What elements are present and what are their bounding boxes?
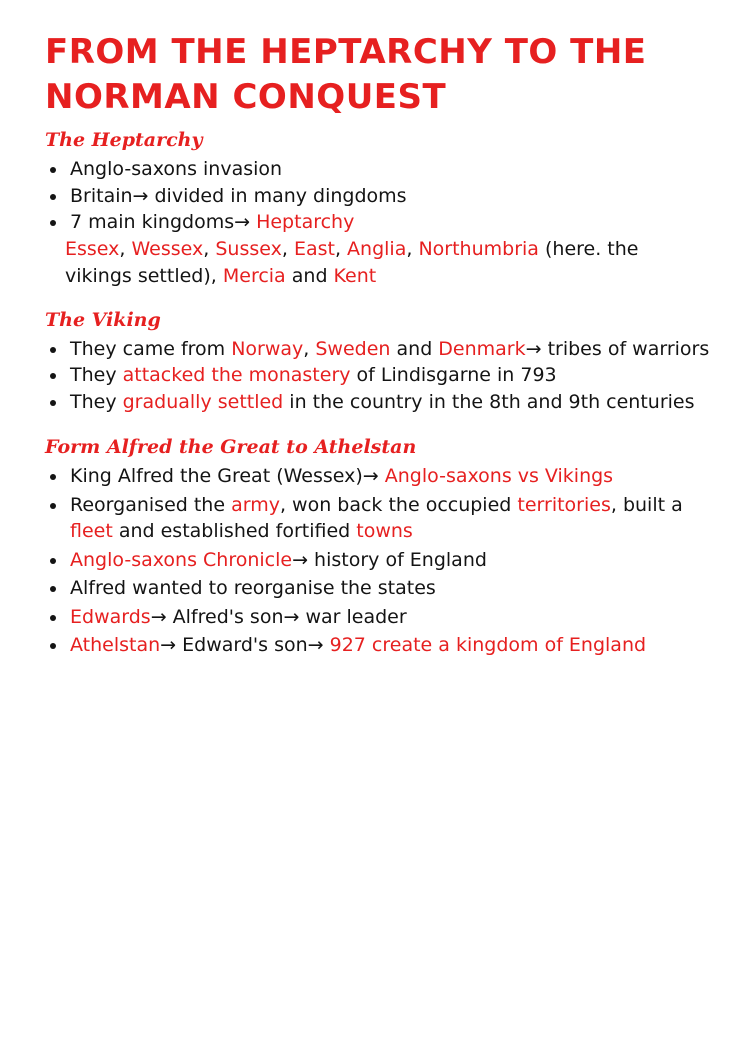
- highlighted-term: East: [293, 237, 335, 260]
- highlighted-term: Kent: [333, 264, 377, 287]
- text-segment: , built a: [610, 493, 683, 516]
- list-item: [47, 492, 710, 545]
- highlighted-term: Mercia: [222, 264, 286, 287]
- highlighted-term: Wessex: [131, 237, 204, 260]
- list-item: [47, 183, 710, 210]
- section-heading: The Heptarchy: [45, 129, 203, 151]
- text-segment: They: [70, 364, 123, 386]
- highlighted-term: Sussex: [215, 237, 282, 260]
- text-segment: , won back the occupied: [279, 493, 518, 516]
- text-segment: in the country in the 8th and 9th centuries: [283, 390, 695, 413]
- text-segment: ,: [303, 337, 316, 360]
- text-segment: ,: [406, 237, 419, 260]
- kingdoms-list: [45, 236, 710, 290]
- list-item: [47, 547, 710, 574]
- text-segment: Anglo-saxons invasion: [70, 158, 283, 180]
- list-item: [47, 209, 710, 236]
- section-1: [45, 126, 710, 290]
- sections-container: [45, 126, 710, 659]
- text-segment: → Alfred's son→ war leader: [150, 605, 407, 628]
- text-segment: → tribes of warriors: [525, 337, 710, 360]
- highlighted-term: army: [231, 493, 280, 516]
- text-segment: 7 main kingdoms→: [70, 211, 257, 233]
- highlighted-term: gradually settled: [122, 390, 284, 413]
- list-item: [47, 336, 710, 363]
- highlighted-term: Norway: [231, 337, 304, 360]
- highlighted-term: Athelstan: [70, 634, 161, 656]
- highlighted-term: Anglia: [347, 237, 407, 260]
- title-line-2: NORMAN CONQUEST: [45, 77, 447, 117]
- text-segment: (here. the vikings settled),: [65, 237, 639, 287]
- list-item: [47, 362, 710, 389]
- text-segment: and: [390, 337, 439, 360]
- title-line-1: FROM THE HEPTARCHY TO THE: [45, 32, 647, 72]
- section-2: [45, 306, 710, 416]
- section-heading: Form Alfred the Great to Athelstan: [45, 436, 417, 458]
- highlighted-term: fleet: [70, 520, 113, 542]
- text-segment: of Lindisgarne in 793: [350, 364, 557, 386]
- page-title: [45, 30, 710, 120]
- text-segment: Alfred wanted to reorganise the states: [70, 577, 436, 599]
- text-segment: King Alfred the Great (Wessex)→: [70, 465, 385, 487]
- text-segment: They came from: [70, 337, 232, 360]
- highlighted-term: Northumbria: [418, 237, 539, 260]
- highlighted-term: towns: [356, 520, 413, 542]
- bullet-list: [45, 156, 710, 236]
- highlighted-term: Heptarchy: [256, 211, 355, 233]
- text-segment: ,: [203, 237, 216, 260]
- text-segment: → history of England: [292, 548, 487, 571]
- bullet-list: [45, 336, 710, 416]
- text-segment: → Edward's son→: [160, 634, 330, 656]
- text-segment: and established fortified: [112, 520, 357, 542]
- highlighted-term: Sweden: [315, 337, 391, 360]
- highlighted-term: Edwards: [70, 605, 151, 628]
- section-3: [45, 433, 710, 659]
- list-item: [47, 575, 710, 602]
- highlighted-term: Denmark: [438, 337, 526, 360]
- highlighted-term: Anglo-saxons Chronicle: [70, 548, 293, 571]
- text-segment: ,: [334, 237, 348, 260]
- highlighted-term: attacked the monastery: [122, 364, 351, 386]
- highlighted-term: Essex: [65, 237, 120, 260]
- list-item: [47, 463, 710, 490]
- list-item: [47, 632, 710, 659]
- list-item: [47, 156, 710, 183]
- bullet-list: [45, 463, 710, 659]
- text-segment: ,: [281, 237, 294, 260]
- text-segment: Britain→ divided in many dingdoms: [70, 184, 407, 207]
- list-item: [47, 604, 710, 631]
- highlighted-term: Anglo-saxons vs Vikings: [384, 465, 614, 487]
- text-segment: Reorganised the: [70, 493, 232, 516]
- text-segment: They: [70, 390, 123, 413]
- text-segment: ,: [119, 237, 132, 260]
- text-segment: and: [285, 264, 334, 287]
- list-item: [47, 389, 710, 416]
- highlighted-term: territories: [517, 493, 611, 516]
- section-heading: The Viking: [45, 308, 161, 331]
- highlighted-term: 927 create a kingdom of England: [329, 634, 647, 656]
